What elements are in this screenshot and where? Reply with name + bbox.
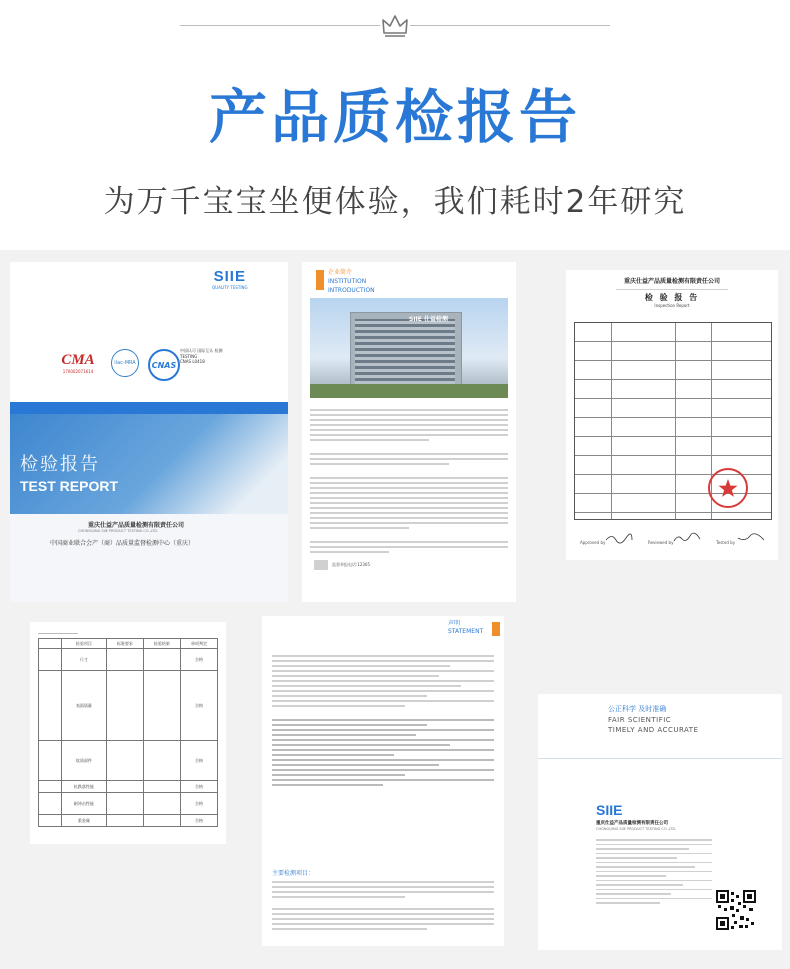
statement-accent-bar	[492, 622, 500, 636]
table-row: 表面质量	[62, 671, 107, 741]
table-row: 抗跌落性能	[62, 781, 107, 793]
contact-siie-logo: SIIE	[596, 802, 623, 818]
approved-label: Approved by	[580, 540, 606, 545]
main-items-heading: 主要检测项目：	[272, 870, 315, 877]
statement-image	[262, 616, 504, 946]
cnas-text: 中国认可 国际互认 检测	[180, 348, 223, 353]
table-row: 重金属	[62, 815, 107, 827]
siie-logo: SIIE	[213, 268, 246, 285]
table-row: 耐冲击性能	[62, 793, 107, 815]
ilac-logo: ilac-MRA	[111, 349, 139, 377]
report-page-title: 检 验 报 告	[644, 293, 700, 302]
statement-label-en: STATEMENT	[448, 628, 484, 635]
siie-logo-sub: QUALITY TESTING	[212, 285, 248, 290]
report-company: 重庆仕益产品质量检测有限责任公司	[623, 278, 720, 285]
intro-text-block	[310, 406, 508, 556]
report-title-en: TEST REPORT	[20, 478, 119, 494]
statement-label-cn: 声明	[448, 620, 461, 627]
inspection-report-image	[566, 270, 778, 560]
building-sign: SIIE 仕益检测	[409, 316, 448, 323]
reviewed-label: Reviewed by	[648, 540, 674, 545]
contact-address-block	[596, 836, 712, 907]
contact-divider	[538, 758, 782, 759]
cnas-logo: CNAS	[148, 349, 180, 381]
slogan-cn: 公正科学 及时准确	[608, 705, 667, 713]
intro-footer-icon	[314, 560, 328, 570]
cma-logo: CMA 170002071614	[61, 352, 95, 374]
table-row: 尺寸	[62, 649, 107, 671]
cover-center-cn: 中国商业联合会产（商）品质量监督检测中心（重庆）	[50, 540, 195, 547]
contact-info-image	[538, 694, 782, 950]
results-table: 检验项目 标准要求 检验结果 单项判定 尺寸 合格 表面质量 合格 软质部件 合格 抗跌落性能 合格 耐冲击性能 合格 重金属 合格	[38, 638, 218, 827]
slogan-en1: FAIR SCIENTIFIC	[608, 716, 672, 724]
qr-code-icon	[716, 890, 756, 930]
header-section	[0, 0, 790, 250]
institution-intro-image	[302, 262, 516, 602]
crown-icon	[381, 14, 409, 38]
cover-top-band	[10, 402, 288, 414]
page-subtitle: 为万千宝宝坐便体验，我们耗时2年研究	[103, 184, 687, 220]
tested-label: Tested by	[716, 540, 736, 545]
statement-text-block	[272, 652, 494, 789]
signature-tested	[736, 532, 766, 544]
main-items-text	[272, 878, 494, 933]
col-item: 检验项目	[62, 639, 107, 649]
signature-approved	[604, 532, 634, 544]
cnas-number: CNAS L0418	[180, 359, 205, 364]
slogan-en2: TIMELY AND ACCURATE	[608, 726, 699, 734]
report-cover-image	[10, 262, 288, 602]
contact-company-en: CHONGQING SIIE PRODUCT TESTING CO.,LTD.	[596, 827, 677, 831]
intro-label-en1: INSTITUTION	[328, 278, 367, 285]
crown-divider	[0, 14, 790, 38]
red-stamp-icon	[706, 466, 750, 510]
results-table-image	[30, 622, 226, 844]
col-verdict: 单项判定	[180, 639, 217, 649]
col-result: 检验结果	[143, 639, 180, 649]
cover-company-en: CHONGQING SIIE PRODUCT TESTING CO.,LTD.	[78, 529, 159, 533]
report-title-cn: 检验报告	[20, 454, 100, 475]
report-page-title-en: Inspection Report	[654, 303, 690, 308]
intro-label-cn: 企业简介	[328, 269, 353, 276]
signature-reviewed	[672, 532, 702, 544]
table-row: 软质部件	[62, 741, 107, 781]
cnas-testing: TESTING	[180, 354, 198, 359]
cover-banner	[10, 414, 288, 514]
divider-line-left	[180, 25, 380, 26]
intro-accent-bar	[316, 270, 324, 290]
page-title: 产品质检报告	[208, 83, 581, 151]
intro-phone: 监督举报电话:12365	[332, 562, 371, 567]
divider-line-right	[410, 25, 610, 26]
intro-label-en2: INTRODUCTION	[328, 287, 375, 294]
cover-company-cn: 重庆仕益产品质量检测有限责任公司	[88, 522, 185, 529]
building-photo	[310, 298, 508, 398]
contact-company-cn: 重庆仕益产品质量检测有限责任公司	[596, 821, 668, 826]
col-standard: 标准要求	[106, 639, 143, 649]
